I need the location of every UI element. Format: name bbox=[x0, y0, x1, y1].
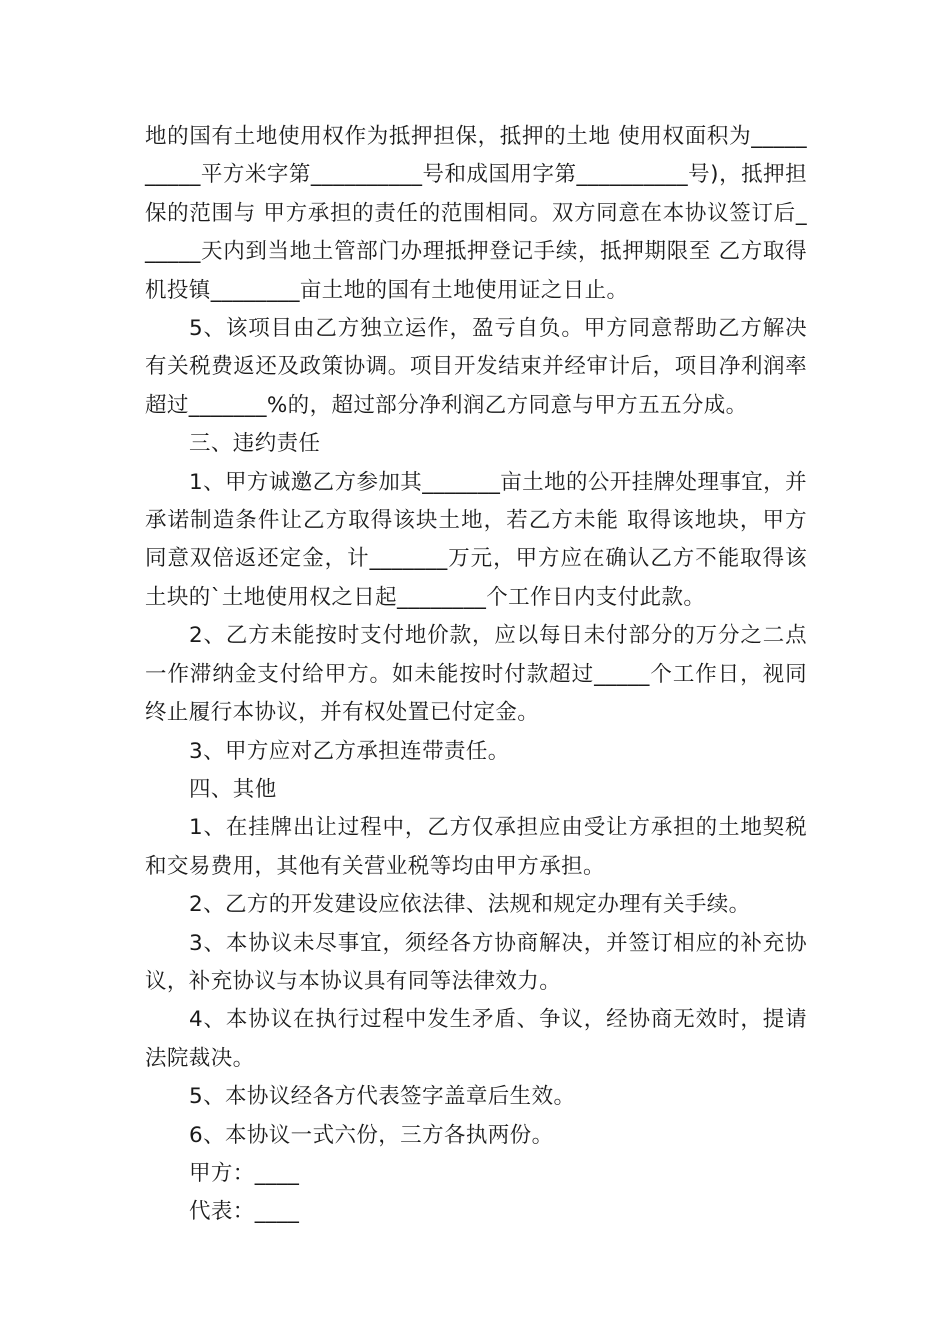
paragraph-other-2: 2、乙方的开发建设应依法律、法规和规定办理有关手续。 bbox=[189, 892, 751, 918]
paragraph-breach-3: 3、甲方应对乙方承担连带责任。 bbox=[189, 738, 510, 764]
document-page bbox=[145, 118, 807, 1232]
section-heading-other: 四、其他 bbox=[189, 776, 277, 802]
signature-representative: 代表：____ bbox=[189, 1199, 300, 1225]
paragraph-other-1: 1、在挂牌出让过程中，乙方仅承担应由受让方承担的土地契税和交易费用，其他有关营业税等均由甲方承担。 bbox=[145, 815, 807, 879]
paragraph-breach-1: 1、甲方诚邀乙方参加其_______亩土地的公开挂牌处理事宜，并承诺制造条件让乙方取得该块土地，若乙方未能 取得该地块，甲方同意双倍返还定金，计_______万元，甲方应在确认乙方不能取得该土块的`土地使用权之日起________个工作日内支付此款。 bbox=[145, 469, 807, 610]
paragraph-other-4: 4、本协议在执行过程中发生矛盾、争议，经协商无效时，提请法院裁决。 bbox=[145, 1007, 807, 1071]
paragraph-other-6: 6、本协议一式六份，三方各执两份。 bbox=[189, 1122, 554, 1148]
section-heading-breach-liability: 三、违约责任 bbox=[189, 431, 321, 457]
paragraph-other-3: 3、本协议未尽事宜，须经各方协商解决，并签订相应的补充协议，补充协议与本协议具有同等法律效力。 bbox=[145, 930, 807, 994]
paragraph-clause-5: 5、该项目由乙方独立运作，盈亏自负。甲方同意帮助乙方解决有关税费返还及政策协调。项目开发结束并经审计后，项目净利润率超过_______%的，超过部分净利润乙方同意与甲方五五分成。 bbox=[145, 316, 807, 418]
paragraph-clause-4-continued: 地的国有土地使用权作为抵押担保，抵押的土地 使用权面积为__________平方米字第__________号和成国用字第__________号)，抵押担保的范围与 甲方承担的责任的范围相同。双方同意在本协议签订后______天内到当地土管部门办理抵押登记手续，抵押期限至 乙方取得机投镇________亩土地的国有土地使用证之日止。 bbox=[145, 124, 807, 303]
paragraph-breach-2: 2、乙方未能按时支付地价款，应以每日未付部分的万分之二点一作滞纳金支付给甲方。如未能按时付款超过_____个工作日，视同终止履行本协议，并有权处置已付定金。 bbox=[145, 623, 807, 726]
signature-party-a: 甲方：____ bbox=[189, 1160, 300, 1186]
paragraph-other-5: 5、本协议经各方代表签字盖章后生效。 bbox=[189, 1084, 576, 1110]
